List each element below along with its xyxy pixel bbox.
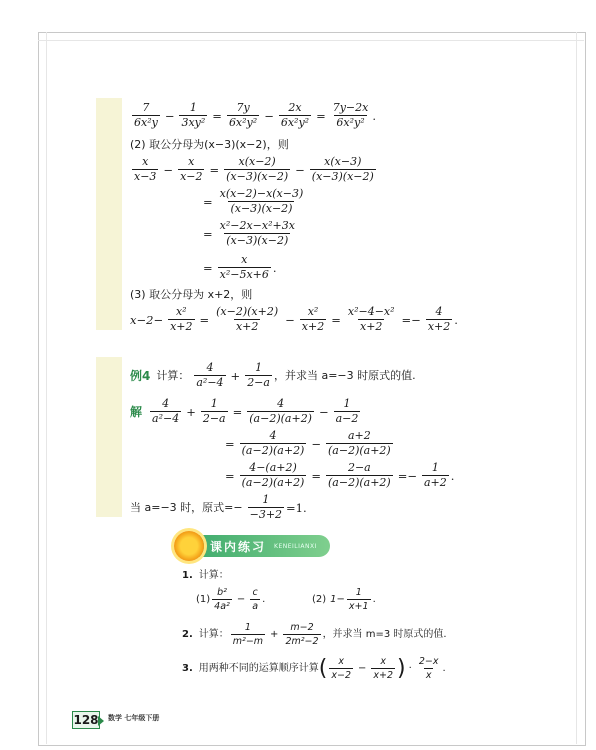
solution-label: 解 bbox=[130, 404, 143, 419]
sol3-line-1: x−2− $\frac{\text{x²}}{x+2}$ = $\frac{(x-2)(x+2)}{x+2}$ − $\frac{\text{x²}}{x+2}$ = $\frac{\text{x²−4−x²}}{x+2}$ =− $\frac{4}{x+2}$ . bbox=[130, 305, 458, 333]
exercise-2: 2. 计算： $\frac{1}{\text{m²−m}}$ + $\frac{m-2}{\text{2m²−2}}$ ，并求当 m=3 时原式的值. bbox=[182, 622, 447, 647]
exercise-3: 3. 用两种不同的运算顺序计算 ( $\frac{x}{x-2}$ − $\frac{x}{x+2}$ ) · $\frac{2-x}{x}$ . bbox=[182, 655, 446, 681]
sol2-line-4: = $\frac{x}{\text{x²−5x+6}}$ . bbox=[203, 253, 277, 281]
exercise-1: 1. 计算： bbox=[182, 570, 229, 581]
sol2-line-3: = $\frac{\text{x²−2x−x²+3x}}{(x-3)(x-2)}$ bbox=[203, 219, 295, 247]
fraction: $\frac{\text{x²}}{x+2}$ bbox=[301, 305, 325, 333]
fraction: $\frac{4}{(a-2)(a+2)}$ bbox=[241, 429, 305, 457]
fraction: $\frac{4}{x+2}$ bbox=[427, 305, 451, 333]
page-marker-icon bbox=[98, 716, 104, 726]
fraction: $\frac{2-a}{(a-2)(a+2)}$ bbox=[328, 461, 391, 489]
book-title: 数学 七年级下册 bbox=[108, 714, 160, 722]
fraction: $\frac{1}{\text{3xy²}}$ bbox=[181, 101, 206, 129]
fraction: $\frac{(x-2)(x+2)}{x+2}$ bbox=[216, 305, 279, 333]
fraction: $\frac{2x}{\text{6x²y²}}$ bbox=[280, 101, 310, 129]
fraction: $\frac{x}{x-2}$ bbox=[180, 155, 203, 183]
example4-line-2: = $\frac{4}{(a-2)(a+2)}$ − $\frac{a+2}{(a-2)(a+2)}$ bbox=[225, 429, 391, 457]
fraction: $\frac{x(x-2)-x(x-3)}{(x-3)(x-2)}$ bbox=[219, 187, 304, 215]
fraction: $\frac{1}{x+1}$ bbox=[348, 587, 369, 612]
sol2-intro: (2) 取公分母为(x−3)(x−2)，则 bbox=[130, 138, 289, 151]
example4-prompt: 例4 计算： $\frac{4}{\text{a²−4}}$ + $\frac{1}{2-a}$ ，并求当 a=−3 时原式的值. bbox=[130, 361, 416, 389]
fraction: $\frac{2-x}{x}$ bbox=[418, 656, 439, 681]
practice-banner bbox=[182, 535, 330, 557]
fraction: $\frac{4}{\text{a²−4}}$ bbox=[152, 397, 180, 425]
sun-icon bbox=[174, 531, 204, 561]
fraction: $\frac{7}{\text{6x²y}}$ bbox=[134, 101, 158, 129]
fraction: $\frac{1}{2-a}$ bbox=[247, 361, 270, 389]
exercise-1a: (1) $\frac{\text{b²}}{\text{4a²}}$ − $\frac{c}{a}$ . bbox=[196, 587, 266, 612]
fraction: $\frac{\text{b²}}{\text{4a²}}$ bbox=[214, 587, 230, 612]
example4-line-1: 解 $\frac{4}{\text{a²−4}}$ + $\frac{1}{2-a}$ = $\frac{4}{(a-2)(a+2)}$ − $\frac{1}{a-2}$ bbox=[130, 397, 359, 425]
example-label: 例4 bbox=[130, 368, 151, 383]
example-margin-shade bbox=[96, 357, 122, 517]
fraction: $\frac{x(x-2)}{(x-3)(x-2)}$ bbox=[226, 155, 289, 183]
practice-title: 课内练习 bbox=[210, 539, 267, 554]
fraction: $\frac{a+2}{(a-2)(a+2)}$ bbox=[328, 429, 391, 457]
fraction: $\frac{m-2}{\text{2m²−2}}$ bbox=[285, 622, 319, 647]
fraction: $\frac{x}{x-2}$ bbox=[331, 656, 351, 681]
fraction: $\frac{\text{x²−2x−x²+3x}}{(x-3)(x-2)}$ bbox=[219, 219, 295, 247]
solution-margin-shade bbox=[96, 98, 122, 330]
example4-line-3: = $\frac{4-(a+2)}{(a-2)(a+2)}$ = $\frac{2-a}{(a-2)(a+2)}$ =− $\frac{1}{a+2}$ . bbox=[225, 461, 455, 489]
sol2-line-1: $\frac{x}{x-3}$ − $\frac{x}{x-2}$ = $\frac{x(x-2)}{(x-3)(x-2)}$ − $\frac{x(x-3)}{(x-3)(x-2)}$ bbox=[134, 155, 374, 183]
fraction: $\frac{1}{-3+2}$ bbox=[249, 493, 283, 521]
fraction: $\frac{x}{x-3}$ bbox=[134, 155, 157, 183]
exercise-1b: (2) 1− $\frac{1}{x+1}$ . bbox=[312, 587, 376, 612]
practice-subtitle: KENEILIANXI bbox=[274, 542, 317, 550]
frame-top-rule bbox=[38, 40, 584, 41]
fraction: $\frac{x}{\text{x²−5x+6}}$ bbox=[219, 253, 269, 281]
page-number: 128 bbox=[73, 713, 99, 727]
fraction: $\frac{1}{2-a}$ bbox=[202, 397, 226, 425]
example4-final: 当 a=−3 时，原式=− $\frac{1}{-3+2}$ =1. bbox=[130, 493, 307, 521]
fraction: $\frac{\text{x²−4−x²}}{x+2}$ bbox=[347, 305, 395, 333]
fraction: $\frac{1}{a+2}$ bbox=[424, 461, 447, 489]
fraction: $\frac{\text{x²}}{x+2}$ bbox=[170, 305, 193, 333]
fraction: $\frac{7y-2x}{\text{6x²y²}}$ bbox=[332, 101, 369, 129]
fraction: $\frac{x(x-3)}{(x-3)(x-2)}$ bbox=[311, 155, 374, 183]
sol1-line: $\frac{7}{\text{6x²y}}$ − $\frac{1}{\text{3xy²}}$ = $\frac{7y}{\text{6x²y²}}$ − $\frac{2x}{\text{6x²y²}}$ = $\frac{7y-2x}{\text{6x²y²}}$ . bbox=[134, 101, 377, 129]
fraction: $\frac{x}{x+2}$ bbox=[373, 656, 394, 681]
fraction: $\frac{4}{\text{a²−4}}$ bbox=[196, 361, 224, 389]
sol3-intro: (3) 取公分母为 x+2，则 bbox=[130, 288, 253, 301]
fraction: $\frac{4-(a+2)}{(a-2)(a+2)}$ bbox=[241, 461, 305, 489]
fraction: $\frac{7y}{\text{6x²y²}}$ bbox=[228, 101, 258, 129]
fraction: $\frac{1}{a-2}$ bbox=[335, 397, 359, 425]
fraction: $\frac{c}{a}$ bbox=[252, 587, 259, 612]
frame-left-rule bbox=[46, 32, 47, 744]
fraction: $\frac{1}{\text{m²−m}}$ bbox=[232, 622, 264, 647]
sol2-line-2: = $\frac{x(x-2)-x(x-3)}{(x-3)(x-2)}$ bbox=[203, 187, 304, 215]
frame-right-rule bbox=[576, 32, 577, 744]
fraction: $\frac{4}{(a-2)(a+2)}$ bbox=[249, 397, 312, 425]
